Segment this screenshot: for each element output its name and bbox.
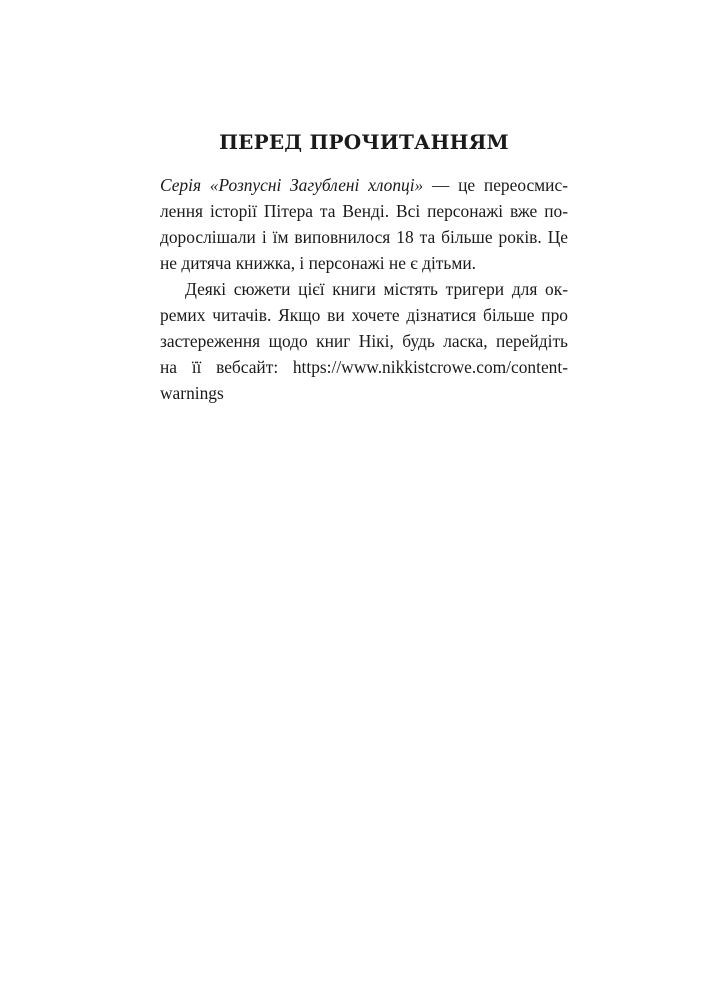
text-fragment: — це переосмис- [423,175,568,195]
text-line: дорослішали і їм виповнилося 18 та більше років. Це [160,227,568,247]
text-line: не дитяча книжка, і персонажі не є дітьми. [160,253,476,273]
paragraph-warning [160,276,568,406]
text-line: лення історії Пітера та Венді. Всі персонажі вже по- [160,201,568,221]
paragraph-intro [160,172,568,276]
page-title: ПЕРЕД ПРОЧИТАННЯМ [219,130,509,154]
page-content [160,130,568,406]
text-line: ремих читачів. Якщо ви хочете дізнатися більше про [160,305,568,325]
text-line: Деякі сюжети цієї книги містять тригери для ок- [185,279,568,299]
website-url-line: на її вебсайт: https://www.nikkistcrowe.com/content- [160,357,568,377]
website-url-line-end: warnings [160,383,224,403]
text-line [160,172,568,198]
text-line: застереження щодо книг Нікі, будь ласка, перейдіть [160,331,568,351]
series-name: Серія «Розпусні Загублені хлопці» [160,175,424,195]
